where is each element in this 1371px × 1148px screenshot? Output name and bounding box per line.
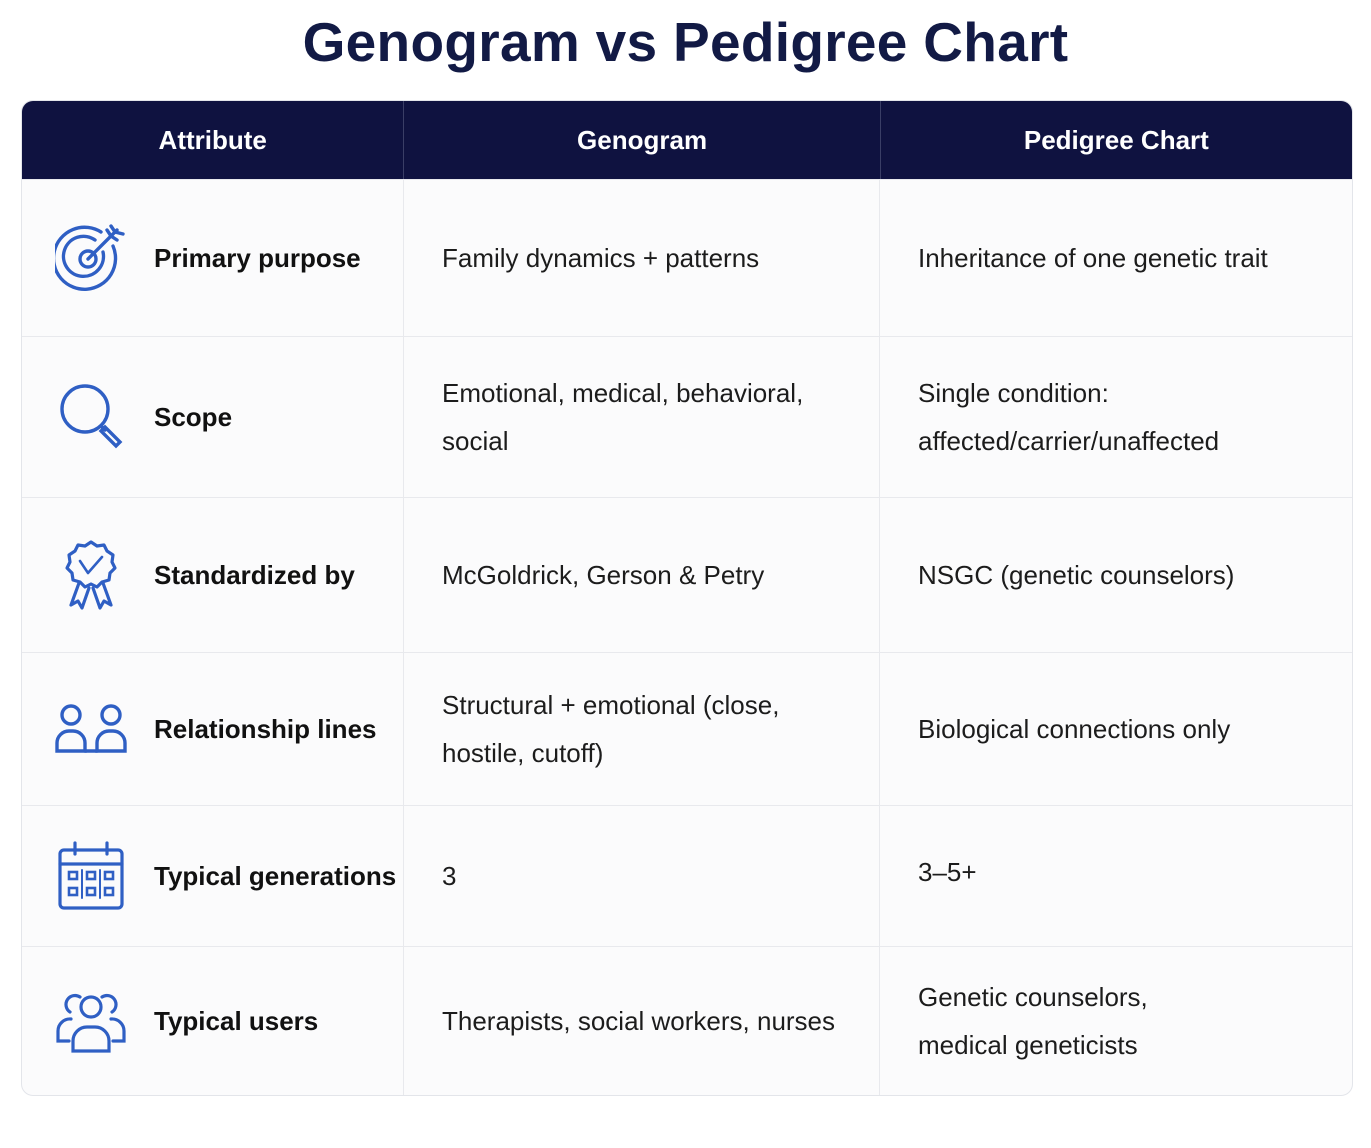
attribute-cell (22, 337, 404, 497)
attribute-label: Primary purpose (154, 243, 361, 273)
genogram-value: McGoldrick, Gerson & Petry (442, 560, 765, 590)
genogram-cell (404, 498, 880, 652)
genogram-value: Structural + emotional (close, hostile, cutoff) (442, 690, 780, 768)
pedigree-value: NSGC (genetic counselors) (918, 560, 1235, 590)
genogram-value: Emotional, medical, behavioral, social (442, 378, 804, 456)
attribute-label: Typical generations (154, 861, 397, 891)
target-icon (55, 222, 127, 294)
pedigree-value: Single condition: affected/carrier/unaffected (918, 378, 1220, 456)
genogram-cell (404, 337, 880, 497)
attribute-label: Typical users (154, 1006, 319, 1036)
table-row (22, 336, 1352, 497)
pedigree-value: 3–5+ (918, 857, 977, 887)
attribute-label: Relationship lines (154, 714, 377, 744)
attribute-label: Standardized by (154, 560, 355, 590)
table-row (22, 805, 1352, 946)
calendar-icon (55, 840, 127, 912)
genogram-value: Family dynamics + patterns (442, 243, 760, 273)
pedigree-cell (880, 498, 1352, 652)
genogram-cell (404, 180, 880, 336)
user-group-icon (55, 985, 127, 1057)
comparison-table (21, 100, 1353, 1096)
header-attribute: Attribute (22, 101, 404, 179)
table-header (22, 101, 1352, 179)
header-genogram: Genogram (404, 101, 880, 179)
two-people-icon (55, 693, 127, 765)
attribute-label: Scope (154, 402, 233, 432)
pedigree-cell (880, 337, 1352, 497)
genogram-value: 3 (442, 861, 457, 891)
magnifier-icon (55, 381, 127, 453)
table-row (22, 946, 1352, 1095)
header-pedigree: Pedigree Chart (1023, 124, 1209, 155)
page-title: Genogram vs Pedigree Chart (302, 11, 1069, 73)
attribute-cell (22, 947, 404, 1095)
attribute-cell (22, 180, 404, 336)
genogram-cell (404, 806, 880, 946)
attribute-cell (22, 498, 404, 652)
pedigree-value: Genetic counselors, medical geneticists (918, 982, 1148, 1060)
pedigree-value: Biological connections only (918, 714, 1231, 744)
pedigree-value: Inheritance of one genetic trait (918, 243, 1268, 273)
attribute-cell (22, 653, 404, 805)
award-ribbon-icon (55, 539, 127, 611)
table-row (22, 652, 1352, 805)
table-row (22, 179, 1352, 336)
pedigree-cell (880, 947, 1352, 1095)
genogram-value: Therapists, social workers, nurses (442, 1006, 836, 1036)
table-row (22, 497, 1352, 652)
genogram-cell (404, 947, 880, 1095)
pedigree-cell (880, 180, 1352, 336)
pedigree-cell (880, 806, 1352, 946)
attribute-cell (22, 806, 404, 946)
pedigree-cell (880, 653, 1352, 805)
genogram-cell (404, 653, 880, 805)
